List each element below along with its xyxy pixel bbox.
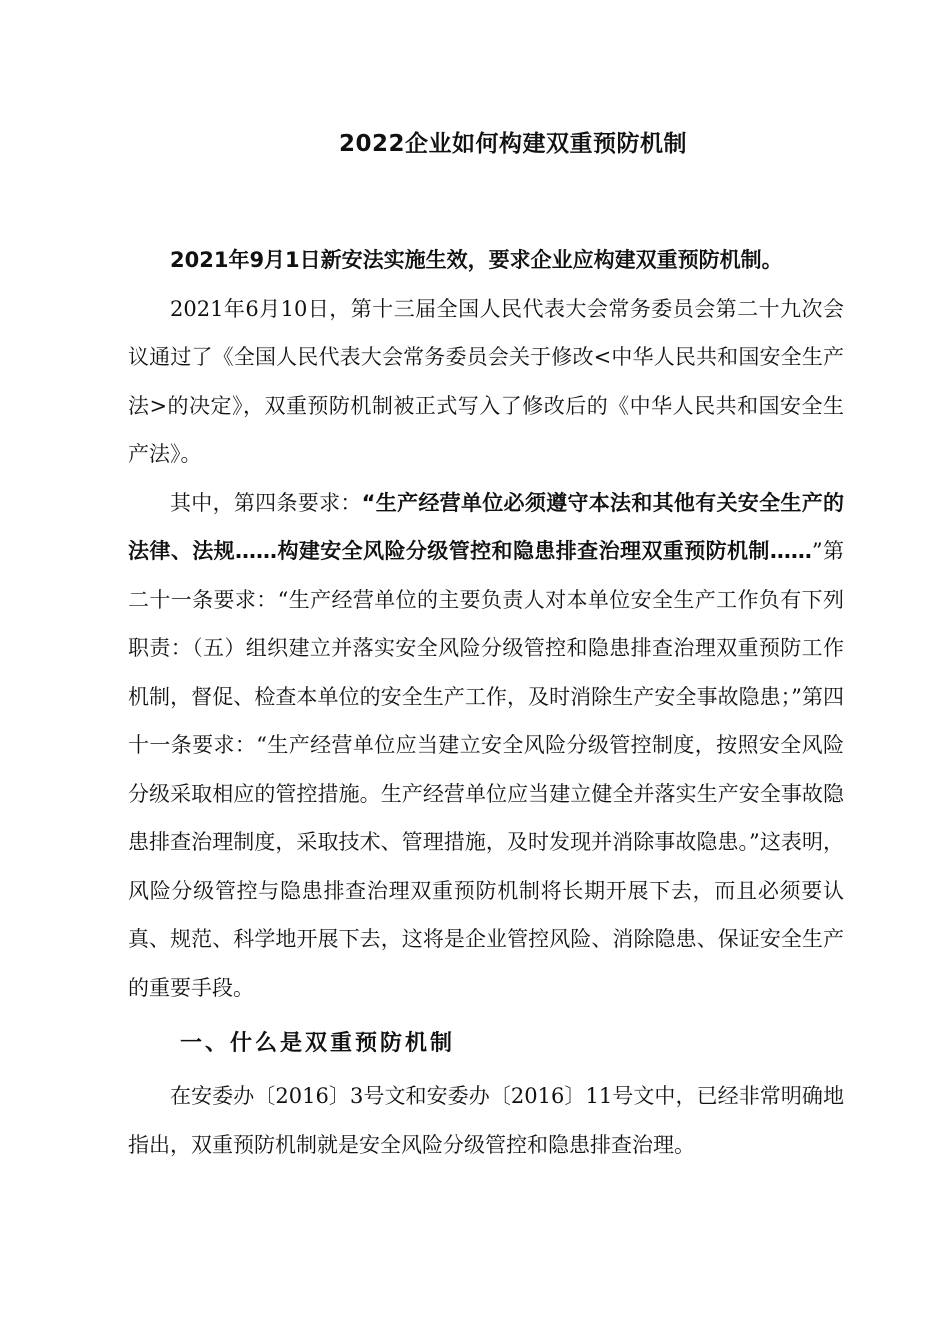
document-body	[128, 236, 844, 1169]
paragraph-definition: 在安委办〔2016〕3号文和安委办〔2016〕11号文中，已经非常明确地指出，双重预防机制就是安全风险分级管控和隐患排查治理。	[128, 1084, 844, 1157]
article-21-41-text: ”第二十一条要求：“生产经营单位的主要负责人对本单位安全生产工作负有下列职责：（五）组织建立并落实安全风险分级管控和隐患排查治理双重预防工作机制，督促、检查本单位的安全生产工作，及时消除生产安全事故隐患；”第四十一条要求：“生产经营单位应当建立安全风险分级管控制度，按照安全风险分级采取相应的管控措施。生产经营单位应当建立健全并落实生产安全事故隐患排查治理制度，采取技术、管理措施，及时发现并消除事故隐患。”这表明，风险分级管控与隐患排查治理双重预防机制将长期开展下去，而且必须要认真、规范、科学地开展下去，这将是企业管控风险、消除隐患、保证安全生产的重要手段。	[128, 539, 844, 1000]
paragraph-law-revision: 2021年6月10日，第十三届全国人民代表大会常务委员会第二十九次会议通过了《全国人民代表大会常务委员会关于修改<中华人民共和国安全生产法>的决定》，双重预防机制被正式写入了修改后的《中华人民共和国安全生产法》。	[128, 296, 844, 466]
article-intro: 其中，第四条要求：	[170, 490, 362, 515]
article-4-quote: “生产经营单位必须遵守本法和其他有关安全生产的法律、法规……构建安全风险分级管控和隐患排查治理双重预防机制……	[128, 490, 844, 563]
section-heading-1: 一、什么是双重预防机制	[180, 1031, 456, 1056]
paragraph-law-articles	[128, 479, 844, 1013]
document-title: 2022企业如何构建双重预防机制	[338, 131, 687, 157]
lead-paragraph: 2021年9月1日新安法实施生效，要求企业应构建双重预防机制。	[170, 248, 783, 272]
